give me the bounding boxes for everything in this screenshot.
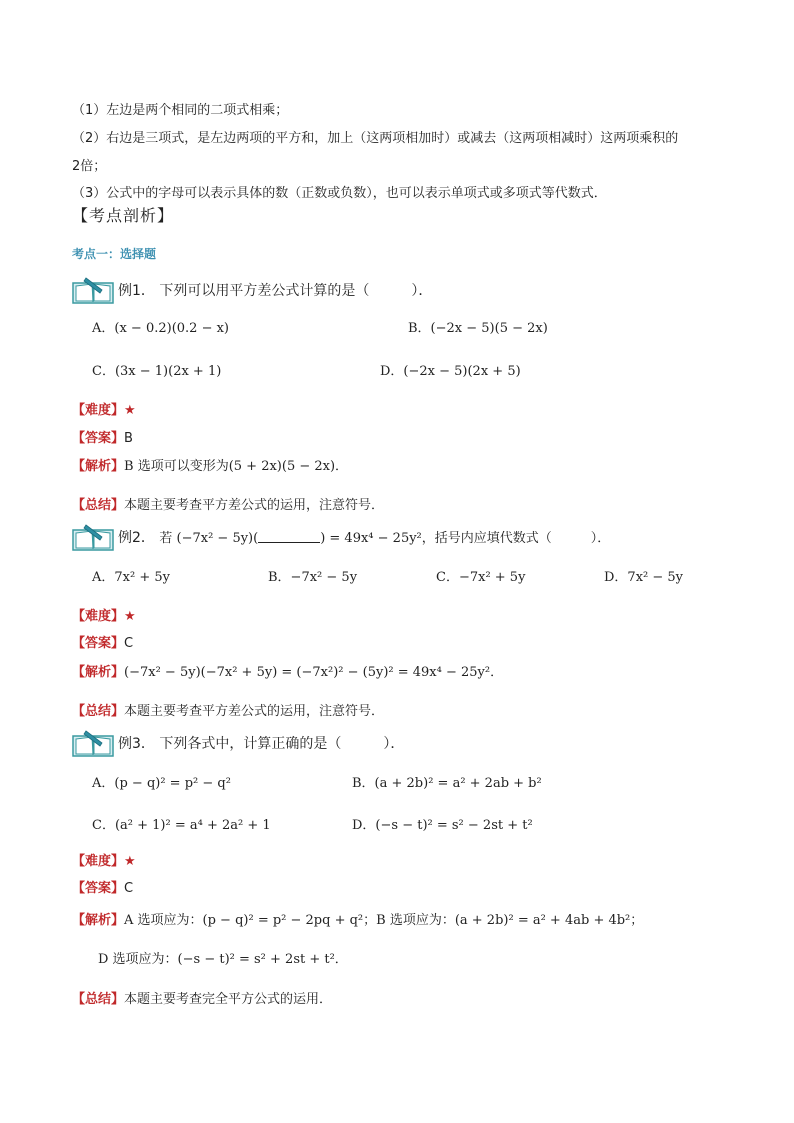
answer-value: C	[124, 881, 134, 896]
example-3-summary	[72, 992, 332, 1008]
example-1-option-c: C．(3x − 1)(2x + 1)	[92, 364, 222, 379]
example-1-option-b: B．(−2x − 5)(5 − 2x)	[408, 321, 548, 336]
book-pencil-icon	[72, 521, 116, 551]
analysis-text: B 选项可以变形为(5 + 2x)(5 − 2x)．	[124, 459, 349, 474]
analysis-label: 【解析】	[72, 913, 125, 928]
answer-value: C	[124, 636, 134, 651]
example-3-option-a: A．(p − q)² = p² − q²	[92, 776, 231, 791]
difficulty-star: ★	[124, 854, 136, 869]
example-1-analysis	[72, 459, 348, 475]
summary-text: 本题主要考查平方差公式的运用，注意符号．	[124, 498, 385, 513]
book-pencil-icon	[72, 274, 116, 304]
example-3-option-b: B．(a + 2b)² = a² + 2ab + b²	[352, 776, 542, 791]
property-line-2: （2）右边是三项式，是左边两项的平方和，加上（这两项相加时）或减去（这两项相减时）这两项乘积的	[72, 131, 679, 146]
subsection-title: 考点一：选择题	[72, 247, 157, 261]
property-line-3: （3）公式中的字母可以表示具体的数（正数或负数），也可以表示单项式或多项式等代数式．	[72, 186, 607, 201]
summary-label: 【总结】	[72, 704, 125, 719]
example-2-label: 例2．	[118, 530, 155, 546]
difficulty-star: ★	[124, 609, 136, 624]
example-3-difficulty	[72, 854, 136, 870]
example-3-option-c: C．(a² + 1)² = a⁴ + 2a² + 1	[92, 818, 271, 833]
difficulty-star: ★	[124, 403, 136, 418]
summary-text: 本题主要考查完全平方公式的运用．	[124, 992, 333, 1007]
example-3-answer	[72, 881, 133, 897]
example-1-option-a: A．(x − 0.2)(0.2 − x)	[92, 321, 230, 336]
example-3-option-d: D．(−s − t)² = s² − 2st + t²	[352, 818, 533, 833]
property-line-2-cont: 2倍；	[72, 159, 107, 174]
example-2-answer	[72, 636, 133, 652]
example-3-prompt	[118, 735, 404, 753]
example-2-option-b: B．−7x² − 5y	[268, 570, 358, 585]
example-2-difficulty	[72, 609, 136, 625]
example-1-label: 例1．	[118, 283, 155, 299]
analysis-label: 【解析】	[72, 665, 125, 680]
example-2-analysis	[72, 665, 503, 681]
analysis-text: (−7x² − 5y)(−7x² + 5y) = (−7x²)² − (5y)² = 49x⁴ − 25y²．	[124, 665, 504, 680]
example-1-summary	[72, 498, 384, 514]
example-2-option-d: D．7x² − 5y	[604, 570, 684, 585]
answer-label: 【答案】	[72, 431, 125, 446]
book-pencil-icon	[72, 727, 116, 757]
difficulty-label: 【难度】	[72, 854, 125, 869]
example-1-answer	[72, 431, 133, 447]
example-3-analysis	[72, 913, 643, 929]
answer-value: B	[124, 431, 133, 446]
example-3-analysis-cont: D 选项应为：(−s − t)² = s² + 2st + t²．	[98, 952, 348, 967]
example-1-question: 下列可以用平方差公式计算的是（ ）．	[159, 283, 433, 299]
example-2-question-start: 若 (−7x² − 5y)(	[159, 531, 259, 546]
example-2-summary	[72, 704, 384, 720]
example-3-question: 下列各式中，计算正确的是（ ）．	[159, 736, 405, 752]
summary-label: 【总结】	[72, 498, 125, 513]
answer-label: 【答案】	[72, 881, 125, 896]
analysis-text: A 选项应为：(p − q)² = p² − 2pq + q²；B 选项应为：(a + 2b)² = a² + 4ab + 4b²；	[124, 913, 644, 928]
analysis-label: 【解析】	[72, 459, 125, 474]
summary-label: 【总结】	[72, 992, 125, 1007]
section-title: 【考点剖析】	[72, 206, 175, 225]
example-2-option-c: C．−7x² + 5y	[436, 570, 526, 585]
example-1-option-d: D．(−2x − 5)(2x + 5)	[380, 364, 521, 379]
difficulty-label: 【难度】	[72, 609, 125, 624]
difficulty-label: 【难度】	[72, 403, 125, 418]
summary-text: 本题主要考查平方差公式的运用，注意符号．	[124, 704, 385, 719]
example-1-difficulty	[72, 403, 136, 419]
example-2-prompt	[118, 529, 610, 548]
example-1-prompt	[118, 282, 432, 300]
example-2-question-end: ) = 49x⁴ − 25y²，括号内应填代数式（ ）．	[320, 531, 611, 546]
answer-label: 【答案】	[72, 636, 125, 651]
answer-blank	[258, 530, 320, 543]
example-2-option-a: A．7x² + 5y	[92, 570, 170, 585]
example-3-label: 例3．	[118, 736, 155, 752]
property-line-1: （1）左边是两个相同的二项式相乘；	[72, 103, 289, 118]
